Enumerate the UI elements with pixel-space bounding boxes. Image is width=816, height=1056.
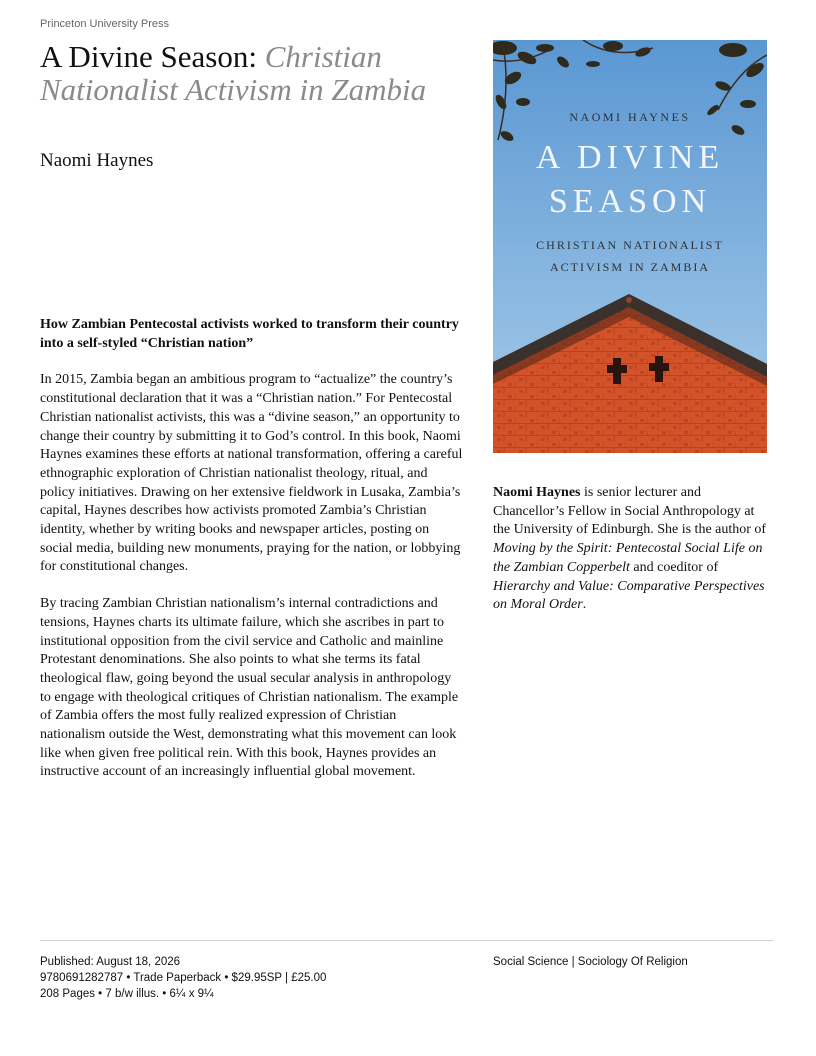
cover-title-line-2: SEASON: [548, 183, 712, 220]
title-main: A Divine Season:: [40, 39, 257, 74]
cover-title: [493, 136, 767, 224]
page-count: 208 Pages • 7 b/w illus. • 6¼ x 9¼: [40, 988, 214, 1000]
book-title: [40, 40, 480, 106]
cover-subtitle-line-2: ACTIVISM IN ZAMBIA: [550, 260, 710, 274]
bio-text-3: .: [582, 597, 587, 613]
bio-author-name: Naomi Haynes: [493, 485, 581, 500]
description-paragraph-2: By tracing Zambian Christian nationalism’s internal contradictions and tensions, Haynes charts its ultimate failure, which she ascribes in part to institutional opposition from the civil service and Catholic and mainline Protestant denominations. She also points to what she terms its fatal theological flaw, going beyond the usual secular analysis in anthropology to engage with theological critiques of Christian nationalism. The example of Zambia offers the most fully realized expression of Christian nationalism outside the West, demonstrating what this movement can look like when given free political rein. With this book, Haynes provides an instructive account of an increasingly influential global movement.: [40, 596, 459, 780]
cover-author: NAOMI HAYNES: [569, 110, 691, 124]
subject-categories: Social Science | Sociology Of Religion: [493, 956, 688, 968]
publisher-name: Princeton University Press: [40, 18, 169, 30]
isbn-price: 9780691282787 • Trade Paperback • $29.95SP | £25.00: [40, 972, 327, 984]
publication-details: [40, 954, 326, 1002]
tagline: How Zambian Pentecostal activists worked to transform their country into a self-styled “Christian nation”: [40, 317, 459, 351]
book-cover: [493, 40, 767, 453]
bio-book-2: Hierarchy and Value: Comparative Perspectives on Moral Order: [493, 578, 765, 613]
description-paragraph-1: In 2015, Zambia began an ambitious program to “actualize” the country’s constitutional declaration that it was a “Christian nation.” For Pentecostal Christian nationalist activists, this was a “divine season,” an opportunity to change their country by submitting it to God’s control. In this book, Naomi Haynes examines these efforts at national transformation, offering a careful ethnographic exploration of Christian nationalist theology, ritual, and policy initiatives. Drawing on her extensive fieldwork in Lusaka, Zambia’s capital, Haynes describes how activists promoted Zambia’s Christian identity, whether by writing books and newspaper articles, posting on social media, building new monuments, praying for the nation, or lobbying for constitutional changes.: [40, 372, 463, 575]
footer-divider: [40, 940, 773, 941]
cover-subtitle: [493, 234, 767, 278]
bio-book-1: Moving by the Spirit: Pentecostal Social Life on the Zambian Copperbelt: [493, 541, 763, 575]
published-date: Published: August 18, 2026: [40, 956, 181, 968]
description: [40, 316, 465, 800]
author-bio: [493, 484, 768, 615]
bio-text-1: is senior lecturer and Chancellor’s Fellow in Social Anthropology at the University of Edinburgh. She is the author of: [493, 485, 767, 538]
author-name: Naomi Haynes: [40, 150, 154, 171]
bio-text-2: and coeditor of: [629, 559, 719, 575]
title-subtitle: Christian Nationalist Activism in Zambia: [40, 39, 427, 107]
cover-title-line-1: A DIVINE: [535, 139, 725, 176]
cover-subtitle-line-1: CHRISTIAN NATIONALIST: [536, 238, 724, 252]
